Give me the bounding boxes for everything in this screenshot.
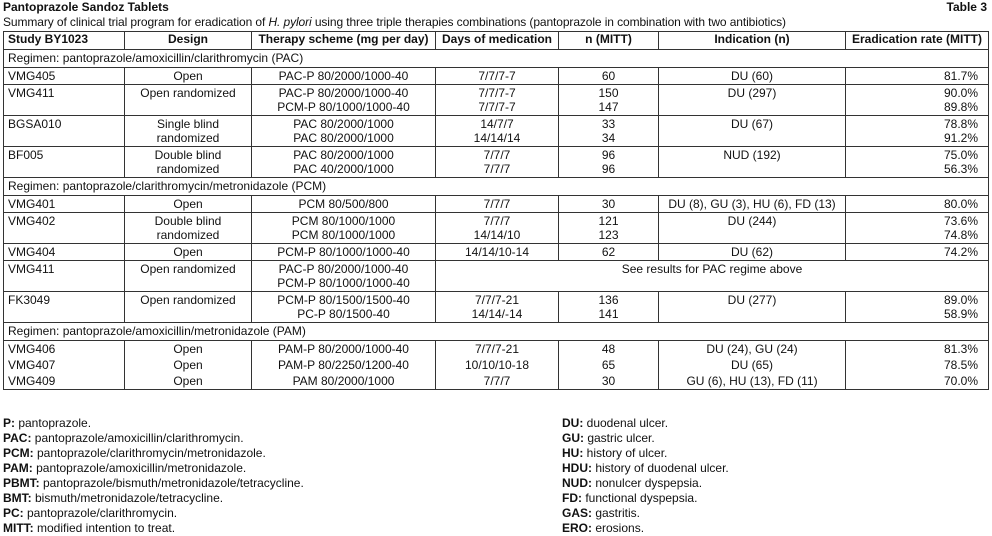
days-cell <box>436 85 559 116</box>
days-cell <box>436 373 559 390</box>
abbreviation-legend-right <box>562 416 729 536</box>
table-row <box>4 341 989 358</box>
legend-entry <box>562 431 729 446</box>
abbreviation-legend-left <box>3 416 304 536</box>
eradication-rate-cell <box>846 196 989 213</box>
table-body <box>4 50 989 390</box>
eradication-rate-cell <box>846 68 989 85</box>
design-cell <box>125 357 252 373</box>
study-id: BF005 <box>4 147 125 178</box>
legend-entry <box>3 461 304 476</box>
table-row <box>4 147 989 178</box>
design-cell-line: Open randomized <box>140 262 236 276</box>
document-title: Pantoprazole Sandoz Tablets <box>3 0 169 14</box>
days-cell-line: 7/7/7-7 <box>478 69 516 83</box>
table-caption <box>3 15 786 29</box>
caption-text-post: using three triple therapies combinations (pantoprazole in combination with two antibiotics) <box>311 15 786 29</box>
legend-abbreviation: ERO: <box>562 521 592 535</box>
therapy-cell <box>252 357 436 373</box>
table-row <box>4 85 989 116</box>
n-cell <box>559 341 659 358</box>
design-cell-line: Open <box>173 245 203 259</box>
n-cell <box>559 68 659 85</box>
design-cell <box>125 85 252 116</box>
therapy-cell <box>252 147 436 178</box>
n-cell <box>559 244 659 261</box>
days-cell-line: 7/7/7 <box>483 374 511 388</box>
study-id: FK3049 <box>4 292 125 323</box>
legend-abbreviation: PAM: <box>3 461 33 475</box>
design-cell-line: randomized <box>156 162 220 176</box>
legend-entry <box>3 446 304 461</box>
col-header: Days of medication <box>436 32 559 50</box>
indication-cell <box>659 244 846 261</box>
eradication-rate-cell-line: 74.8% <box>943 228 978 242</box>
indication-cell-line: DU (244) <box>727 214 777 228</box>
days-cell-line: 7/7/7 <box>483 162 511 176</box>
design-cell <box>125 373 252 390</box>
eradication-rate-cell <box>846 147 989 178</box>
legend-entry <box>3 491 304 506</box>
table-header-row <box>4 32 989 50</box>
legend-entry <box>562 446 729 461</box>
legend-definition: erosions. <box>592 521 645 535</box>
table-row <box>4 373 989 390</box>
design-cell <box>125 147 252 178</box>
n-cell-line: 33 <box>601 117 616 131</box>
legend-definition: gastric ulcer. <box>584 431 655 445</box>
n-cell-line: 136 <box>598 293 619 307</box>
col-header: Indication (n) <box>659 32 846 50</box>
legend-definition: nonulcer dyspepsia. <box>592 476 703 490</box>
regimen-section-header <box>4 178 989 196</box>
indication-cell-line: DU (62) <box>730 245 773 259</box>
study-id: VMG402 <box>4 213 125 244</box>
legend-abbreviation: PCM: <box>3 446 34 460</box>
study-id: VMG405 <box>4 68 125 85</box>
therapy-cell-line: PAM-P 80/2000/1000-40 <box>278 342 409 356</box>
eradication-rate-cell <box>846 244 989 261</box>
n-cell <box>559 373 659 390</box>
legend-abbreviation: NUD: <box>562 476 592 490</box>
days-cell <box>436 68 559 85</box>
days-cell-line: 10/10/10-18 <box>464 358 530 372</box>
n-cell <box>559 85 659 116</box>
legend-definition: gastritis. <box>592 506 641 520</box>
therapy-cell-line: PC-P 80/1500-40 <box>297 307 390 321</box>
table-row <box>4 244 989 261</box>
indication-cell-line: DU (24), GU (24) <box>706 342 798 356</box>
therapy-cell-line: PAM 80/2000/1000 <box>292 374 395 388</box>
col-header: Design <box>125 32 252 50</box>
study-id: VMG404 <box>4 244 125 261</box>
n-cell <box>559 196 659 213</box>
legend-abbreviation: PC: <box>3 506 24 520</box>
legend-entry <box>3 416 304 431</box>
indication-cell-line: DU (65) <box>730 358 773 372</box>
days-cell <box>436 116 559 147</box>
legend-definition: functional dyspepsia. <box>582 491 698 505</box>
days-cell-line: 7/7/7-7 <box>478 86 516 100</box>
indication-cell <box>659 116 846 147</box>
legend-definition: history of duodenal ulcer. <box>592 461 729 475</box>
legend-definition: pantoprazole. <box>15 416 92 430</box>
indication-cell-line: DU (67) <box>730 117 773 131</box>
col-header: Therapy scheme (mg per day) <box>252 32 436 50</box>
eradication-rate-cell-line: 90.0% <box>943 86 978 100</box>
indication-cell <box>659 373 846 390</box>
days-cell-line: 14/14/-14 <box>471 307 523 321</box>
n-cell-line: 96 <box>601 162 616 176</box>
legend-entry <box>562 476 729 491</box>
table-row <box>4 292 989 323</box>
therapy-cell-line: PAC 80/2000/1000 <box>293 148 394 162</box>
therapy-cell <box>252 373 436 390</box>
legend-definition: modified intention to treat. <box>33 521 176 535</box>
document-header <box>3 0 989 15</box>
design-cell-line: Open <box>173 197 203 211</box>
days-cell <box>436 244 559 261</box>
therapy-cell <box>252 116 436 147</box>
legend-abbreviation: P: <box>3 416 15 430</box>
n-cell-line: 123 <box>598 228 619 242</box>
n-cell-line: 121 <box>598 214 619 228</box>
legend-definition: history of ulcer. <box>583 446 668 460</box>
eradication-rate-cell-line: 89.8% <box>943 100 978 114</box>
table-row <box>4 261 989 292</box>
table-row <box>4 213 989 244</box>
days-cell-line: 7/7/7 <box>483 148 511 162</box>
eradication-rate-cell <box>846 85 989 116</box>
n-cell-line: 62 <box>601 245 616 259</box>
legend-abbreviation: GAS: <box>562 506 592 520</box>
col-header: n (MITT) <box>559 32 659 50</box>
indication-cell <box>659 147 846 178</box>
legend-definition: duodenal ulcer. <box>583 416 669 430</box>
days-cell-line: 7/7/7 <box>483 197 511 211</box>
days-cell <box>436 357 559 373</box>
n-cell <box>559 357 659 373</box>
eradication-rate-cell-line: 91.2% <box>943 131 978 145</box>
n-cell-line: 96 <box>601 148 616 162</box>
design-cell <box>125 196 252 213</box>
caption-organism: H. pylori <box>268 15 312 29</box>
indication-cell <box>659 292 846 323</box>
design-cell-line: Double blind <box>154 148 222 162</box>
table-row <box>4 357 989 373</box>
n-cell-line: 147 <box>598 100 619 114</box>
n-cell-line: 60 <box>601 69 616 83</box>
days-cell <box>436 292 559 323</box>
eradication-rate-cell-line: 80.0% <box>943 197 978 211</box>
therapy-cell-line: PAC 40/2000/1000 <box>293 162 394 176</box>
therapy-cell-line: PCM 80/500/800 <box>298 197 389 211</box>
days-cell-line: 7/7/7-21 <box>474 293 520 307</box>
days-cell-line: 14/14/10 <box>473 228 521 242</box>
days-cell-line: 14/14/14 <box>473 131 521 145</box>
legend-abbreviation: FD: <box>562 491 582 505</box>
indication-cell-line: NUD (192) <box>723 148 781 162</box>
therapy-cell-line: PAC 80/2000/1000 <box>293 131 394 145</box>
design-cell-line: Open <box>173 358 203 372</box>
therapy-cell-line: PCM-P 80/1000/1000-40 <box>277 245 410 259</box>
eradication-rate-cell-line: 89.0% <box>943 293 978 307</box>
legend-abbreviation: DU: <box>562 416 584 430</box>
eradication-rate-cell <box>846 213 989 244</box>
therapy-cell <box>252 196 436 213</box>
legend-definition: pantoprazole/amoxicillin/metronidazole. <box>32 461 247 475</box>
n-cell-line: 150 <box>598 86 619 100</box>
design-cell <box>125 213 252 244</box>
design-cell <box>125 116 252 147</box>
legend-entry <box>562 461 729 476</box>
eradication-rate-cell <box>846 292 989 323</box>
n-cell-line: 30 <box>601 197 616 211</box>
indication-cell <box>659 357 846 373</box>
indication-cell <box>659 68 846 85</box>
legend-entry <box>3 521 304 536</box>
days-cell-line: 14/14/10-14 <box>464 245 530 259</box>
design-cell <box>125 341 252 358</box>
days-cell-line: 7/7/7 <box>483 214 511 228</box>
n-cell-line: 141 <box>598 307 619 321</box>
legend-entry <box>562 416 729 431</box>
eradication-rate-cell <box>846 116 989 147</box>
therapy-cell-line: PCM-P 80/1000/1000-40 <box>277 276 410 290</box>
legend-abbreviation: GU: <box>562 431 584 445</box>
eradication-rate-cell-line: 73.6% <box>943 214 978 228</box>
eradication-rate-cell-line: 81.7% <box>943 69 978 83</box>
legend-definition: pantoprazole/bismuth/metronidazole/tetracycline. <box>39 476 304 490</box>
design-cell <box>125 292 252 323</box>
eradication-rate-cell-line: 78.8% <box>943 117 978 131</box>
eradication-rate-cell-line: 58.9% <box>943 307 978 321</box>
design-cell-line: Open <box>173 69 203 83</box>
eradication-rate-cell-line: 81.3% <box>943 342 978 356</box>
days-cell <box>436 147 559 178</box>
design-cell-line: Open <box>173 374 203 388</box>
legend-abbreviation: HDU: <box>562 461 592 475</box>
n-cell-line: 30 <box>601 374 616 388</box>
legend-entry <box>562 521 729 536</box>
n-cell <box>559 292 659 323</box>
design-cell-line: Open randomized <box>140 293 236 307</box>
therapy-cell-line: PAC-P 80/2000/1000-40 <box>278 69 409 83</box>
indication-cell <box>659 196 846 213</box>
therapy-cell-line: PAM-P 80/2250/1200-40 <box>278 358 409 372</box>
eradication-rate-cell-line: 70.0% <box>943 374 978 388</box>
n-cell-line: 34 <box>601 131 616 145</box>
legend-entry <box>3 506 304 521</box>
eradication-rate-cell-line: 78.5% <box>943 358 978 372</box>
therapy-cell-line: PCM-P 80/1500/1500-40 <box>277 293 410 307</box>
indication-cell <box>659 213 846 244</box>
therapy-cell <box>252 261 436 292</box>
table-row <box>4 196 989 213</box>
study-id: VMG409 <box>4 373 125 390</box>
regimen-title: Regimen: pantoprazole/clarithromycin/metronidazole (PCM) <box>4 178 989 196</box>
design-cell-line: Double blind <box>154 214 222 228</box>
eradication-rate-cell <box>846 357 989 373</box>
legend-entry <box>3 431 304 446</box>
eradication-rate-cell-line: 75.0% <box>943 148 978 162</box>
caption-text-pre: Summary of clinical trial program for eradication of <box>3 15 269 29</box>
legend-entry <box>562 491 729 506</box>
legend-abbreviation: BMT: <box>3 491 32 505</box>
legend-entry <box>562 506 729 521</box>
regimen-title: Regimen: pantoprazole/amoxicillin/clarithromycin (PAC) <box>4 50 989 68</box>
col-header: Study BY1023 <box>4 32 125 50</box>
indication-cell-line: DU (8), GU (3), HU (6), FD (13) <box>668 197 836 211</box>
legend-abbreviation: HU: <box>562 446 584 460</box>
col-header: Eradication rate (MITT) <box>846 32 989 50</box>
legend-definition: pantoprazole/amoxicillin/clarithromycin. <box>31 431 244 445</box>
n-cell-line: 65 <box>601 358 616 372</box>
eradication-rate-cell-line: 74.2% <box>943 245 978 259</box>
n-cell <box>559 147 659 178</box>
eradication-rate-cell-line: 56.3% <box>943 162 978 176</box>
design-cell <box>125 68 252 85</box>
study-id: VMG407 <box>4 357 125 373</box>
days-cell-line: 14/7/7 <box>480 117 514 131</box>
table-label: Table 3 <box>946 0 987 14</box>
results-note: See results for PAC regime above <box>436 261 989 292</box>
therapy-cell-line: PAC 80/2000/1000 <box>293 117 394 131</box>
indication-cell <box>659 85 846 116</box>
regimen-section-header <box>4 323 989 341</box>
design-cell <box>125 261 252 292</box>
legend-definition: bismuth/metronidazole/tetracycline. <box>31 491 224 505</box>
design-cell-line: Single blind <box>156 117 220 131</box>
design-cell-line: randomized <box>156 131 220 145</box>
therapy-cell-line: PCM 80/1000/1000 <box>291 214 396 228</box>
regimen-title: Regimen: pantoprazole/amoxicillin/metronidazole (PAM) <box>4 323 989 341</box>
therapy-cell-line: PCM 80/1000/1000 <box>291 228 396 242</box>
design-cell-line: Open randomized <box>140 86 236 100</box>
days-cell <box>436 341 559 358</box>
table-row <box>4 116 989 147</box>
trial-table <box>3 31 989 390</box>
therapy-cell <box>252 341 436 358</box>
legend-entry <box>3 476 304 491</box>
design-cell-line: randomized <box>156 228 220 242</box>
design-cell <box>125 244 252 261</box>
study-id: VMG411 <box>4 261 125 292</box>
indication-cell-line: DU (277) <box>727 293 777 307</box>
therapy-cell-line: PAC-P 80/2000/1000-40 <box>278 262 409 276</box>
therapy-cell <box>252 213 436 244</box>
study-id: VMG406 <box>4 341 125 358</box>
legend-abbreviation: PAC: <box>3 431 32 445</box>
therapy-cell-line: PCM-P 80/1000/1000-40 <box>277 100 410 114</box>
indication-cell-line: GU (6), HU (13), FD (11) <box>686 374 818 388</box>
days-cell <box>436 196 559 213</box>
legend-definition: pantoprazole/clarithromycin/metronidazole. <box>33 446 266 460</box>
indication-cell-line: DU (60) <box>730 69 773 83</box>
therapy-cell-line: PAC-P 80/2000/1000-40 <box>278 86 409 100</box>
days-cell-line: 7/7/7-21 <box>474 342 520 356</box>
n-cell <box>559 213 659 244</box>
therapy-cell <box>252 244 436 261</box>
study-id: VMG411 <box>4 85 125 116</box>
legend-abbreviation: PBMT: <box>3 476 40 490</box>
legend-definition: pantoprazole/clarithromycin. <box>23 506 178 520</box>
n-cell <box>559 116 659 147</box>
design-cell-line: Open <box>173 342 203 356</box>
days-cell-line: 7/7/7-7 <box>478 100 516 114</box>
n-cell-line: 48 <box>601 342 616 356</box>
eradication-rate-cell <box>846 373 989 390</box>
table-row <box>4 68 989 85</box>
days-cell <box>436 213 559 244</box>
therapy-cell <box>252 292 436 323</box>
regimen-section-header <box>4 50 989 68</box>
legend-abbreviation: MITT: <box>3 521 34 535</box>
therapy-cell <box>252 85 436 116</box>
indication-cell-line: DU (297) <box>727 86 777 100</box>
therapy-cell <box>252 68 436 85</box>
study-id: VMG401 <box>4 196 125 213</box>
eradication-rate-cell <box>846 341 989 358</box>
indication-cell <box>659 341 846 358</box>
study-id: BGSA010 <box>4 116 125 147</box>
